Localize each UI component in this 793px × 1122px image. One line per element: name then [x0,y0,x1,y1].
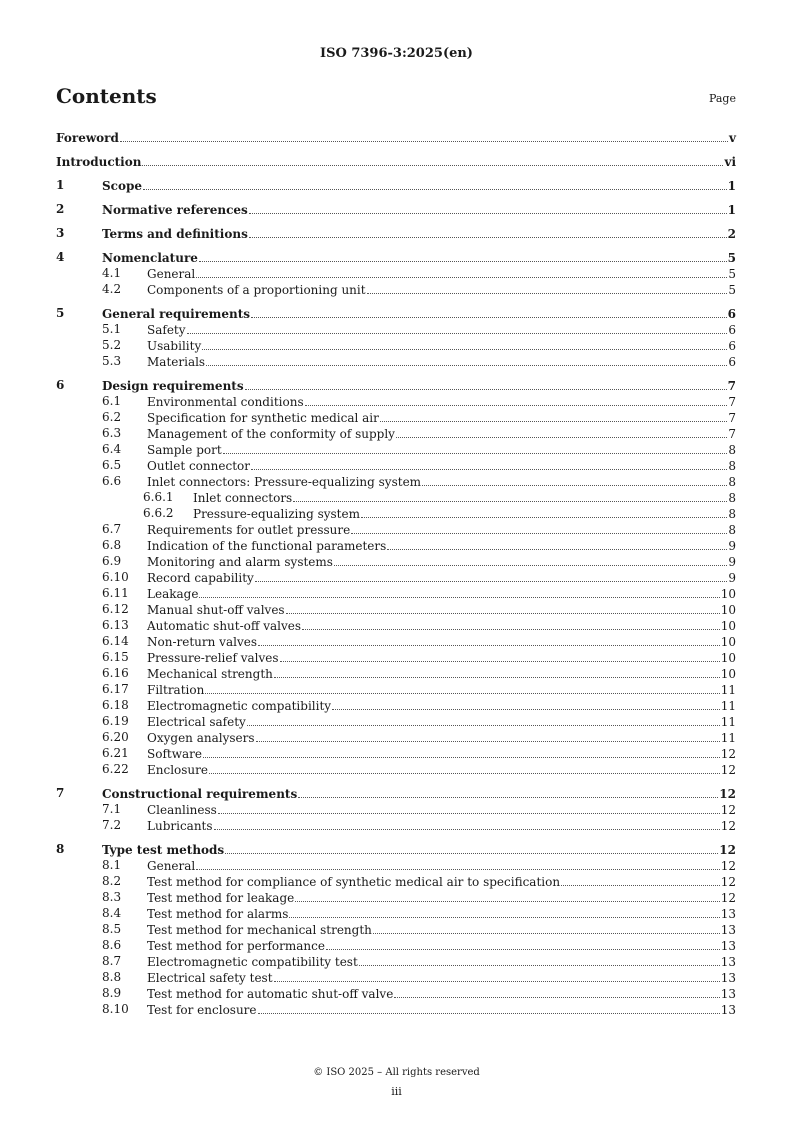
dot-leader [202,338,727,350]
toc-entry[interactable] [56,874,736,889]
toc-entry-page: 6 [728,323,736,337]
toc-entry-title: Manual shut-off valves [147,603,285,617]
dot-leader [280,650,720,662]
page-column-label: Page [708,92,736,105]
dot-leader [196,858,719,870]
toc-entry-page: 8 [728,491,736,505]
toc-entry-number: 8.6 [102,938,122,952]
toc-entry-title: Non-return valves [147,635,257,649]
toc-entry[interactable] [56,858,736,873]
dot-leader [298,786,718,798]
toc-entry-page: 13 [720,923,736,937]
toc-entry-page: 5 [728,267,736,281]
toc-entry-number: 6.15 [102,650,129,664]
toc-entry[interactable] [56,970,736,985]
toc-entry-title: Requirements for outlet pressure [147,523,351,537]
toc-entry-title: Test method for automatic shut-off valve [147,987,394,1001]
dot-leader [218,802,720,814]
toc-entry-number: 8.3 [102,890,122,904]
dot-leader [203,746,720,758]
dot-leader [351,522,727,534]
toc-entry[interactable] [56,714,736,729]
toc-entry-page: 10 [720,651,736,665]
dot-leader [295,890,719,902]
toc-entry-page: 12 [720,763,736,777]
toc-entry-page: 7 [728,411,736,425]
toc-entry-title: Scope [102,179,143,193]
toc-entry-title: Filtration [147,683,205,697]
toc-entry-page: 10 [720,603,736,617]
toc-entry-title: Test method for leakage [147,891,295,905]
toc-entry[interactable] [56,442,736,457]
toc-entry-page: 1 [727,179,736,193]
toc-entry-page: 12 [720,803,736,817]
toc-entry-number: 6.3 [102,426,122,440]
dot-leader [293,490,727,502]
toc-entry-number: 7 [56,786,65,800]
dot-leader [256,730,720,742]
dot-leader [251,458,727,470]
toc-entry[interactable] [56,154,736,169]
toc-entry-number: 5.2 [102,338,122,352]
toc-entry-page: 10 [720,619,736,633]
contents-title: Contents [56,84,157,108]
toc-entry[interactable] [56,906,736,921]
toc-entry-title: Sample port [147,443,222,457]
toc-entry-number: 8.1 [102,858,122,872]
toc-entry-page: 11 [720,683,736,697]
dot-leader [359,954,720,966]
dot-leader [142,154,723,166]
toc-entry[interactable] [56,698,736,713]
dot-leader [245,378,727,390]
toc-entry-number: 6.11 [102,586,129,600]
toc-entry-number: 6.12 [102,602,129,616]
toc-entry[interactable] [56,226,736,241]
toc-entry-page: 8 [728,523,736,537]
toc-entry-page: 8 [728,443,736,457]
toc-entry-title: Monitoring and alarm systems [147,555,333,569]
toc-entry-page: 13 [720,971,736,985]
toc-entry-title: Test method for mechanical strength [147,923,372,937]
toc-entry[interactable] [56,650,736,665]
toc-entry-number: 4.1 [102,266,122,280]
toc-entry-number: 6.10 [102,570,129,584]
toc-entry-title: Test method for compliance of synthetic medical air to specification [147,875,561,889]
copyright-notice: © ISO 2025 – All rights reserved [313,1067,480,1078]
dot-leader [387,538,727,550]
toc-entry-title: Oxygen analysers [147,731,255,745]
toc-entry-title: Mechanical strength [147,667,273,681]
dot-leader [206,354,727,366]
dot-leader [214,818,720,830]
toc-entry-page: 7 [728,395,736,409]
toc-entry-title: Nomenclature [102,251,198,265]
dot-leader [120,130,728,142]
toc-entry-page: 13 [720,955,736,969]
toc-entry-page: 11 [720,715,736,729]
toc-entry[interactable] [56,1002,736,1017]
toc-entry-page: 11 [720,699,736,713]
toc-entry-title: Constructional requirements [102,787,298,801]
dot-leader [380,410,728,422]
toc-entry-page: 12 [720,859,736,873]
toc-entry-title: Specification for synthetic medical air [147,411,379,425]
toc-entry-page: 9 [728,571,736,585]
toc-entry[interactable] [56,130,736,145]
dot-leader [225,842,718,854]
toc-entry[interactable] [56,506,736,521]
dot-leader [251,306,727,318]
toc-entry[interactable] [56,266,736,281]
toc-entry-page: 9 [728,539,736,553]
toc-entry[interactable] [56,954,736,969]
toc-entry[interactable] [56,202,736,217]
toc-entry[interactable] [56,522,736,537]
toc-entry-page: 13 [720,939,736,953]
toc-entry-page: 13 [720,987,736,1001]
dot-leader [209,762,720,774]
dot-leader [249,202,727,214]
toc-entry-number: 6 [56,378,65,392]
toc-entry-page: 12 [720,819,736,833]
toc-entry-number: 6.22 [102,762,129,776]
toc-entry-number: 6.17 [102,682,129,696]
toc-entry-title: Safety [147,323,186,337]
toc-entry-page: 6 [727,307,736,321]
toc-entry-title: Test method for performance [147,939,325,953]
toc-entry-page: 12 [719,843,736,857]
toc-entry[interactable] [56,178,736,193]
dot-leader [258,1002,720,1014]
toc-entry-number: 6.6.1 [143,490,174,504]
toc-entry-page: 8 [728,459,736,473]
toc-entry-title: Electromagnetic compatibility test [147,955,358,969]
dot-leader [196,266,727,278]
toc-entry[interactable] [56,474,736,489]
toc-entry[interactable] [56,250,736,265]
toc-entry-page: 13 [720,1003,736,1017]
toc-entry-page: 8 [728,475,736,489]
toc-entry[interactable] [56,786,736,801]
toc-entry-number: 6.13 [102,618,129,632]
dot-leader [373,922,720,934]
toc-entry-page: 11 [720,731,736,745]
toc-entry[interactable] [56,762,736,777]
dot-leader [367,282,728,294]
toc-entry-title: Outlet connector [147,459,250,473]
toc-entry-title: Terms and definitions [102,227,248,241]
toc-entry-title: Components of a proportioning unit [147,283,366,297]
dot-leader [361,506,727,518]
toc-entry-title: Materials [147,355,206,369]
toc-entry-page: 12 [720,875,736,889]
toc-entry-number: 5.1 [102,322,122,336]
toc-entry-number: 6.8 [102,538,122,552]
dot-leader [255,570,728,582]
toc-entry-number: 6.1 [102,394,122,408]
dot-leader [199,586,719,598]
toc-entry-title: Foreword [56,131,119,145]
toc-entry-title: Type test methods [102,843,225,857]
toc-entry-page: 1 [727,203,736,217]
toc-entry-page: 9 [728,555,736,569]
dot-leader [247,714,720,726]
toc-entry-number: 8.5 [102,922,122,936]
toc-entry-number: 4 [56,250,65,264]
toc-entry-number: 8.10 [102,1002,129,1016]
toc-entry[interactable] [56,842,736,857]
toc-entry-number: 6.20 [102,730,129,744]
toc-entry-number: 8.9 [102,986,122,1000]
toc-entry-number: 5 [56,306,65,320]
toc-entry-page: 7 [727,379,736,393]
dot-leader [199,250,727,262]
toc-entry-title: Test for enclosure [147,1003,257,1017]
toc-entry[interactable] [56,394,736,409]
dot-leader [223,442,728,454]
toc-entry-page: v [729,131,736,145]
toc-entry-number: 8.7 [102,954,122,968]
toc-entry-number: 8 [56,842,65,856]
toc-entry-title: Lubricants [147,819,213,833]
toc-entry-number: 2 [56,202,65,216]
toc-entry-page: 2 [727,227,736,241]
toc-entry-number: 7.2 [102,818,122,832]
toc-entry-title: Software [147,747,202,761]
toc-entry-number: 6.19 [102,714,129,728]
toc-entry[interactable] [56,618,736,633]
toc-entry-title: Usability [147,339,202,353]
toc-entry[interactable] [56,338,736,353]
toc-entry-page: 6 [728,339,736,353]
toc-entry[interactable] [56,554,736,569]
toc-entry-title: Electrical safety [147,715,246,729]
toc-entry-title: Enclosure [147,763,208,777]
toc-entry-number: 6.2 [102,410,122,424]
toc-entry-number: 8.2 [102,874,122,888]
toc-entry-number: 8.4 [102,906,122,920]
dot-leader [187,322,728,334]
dot-leader [274,666,720,678]
dot-leader [394,986,719,998]
toc-entry-number: 6.6 [102,474,122,488]
toc-entry-title: Inlet connectors [193,491,293,505]
toc-entry-number: 6.14 [102,634,129,648]
dot-leader [249,226,727,238]
toc-entry[interactable] [56,746,736,761]
toc-entry[interactable] [56,538,736,553]
toc-entry-page: 10 [720,667,736,681]
dot-leader [302,618,720,630]
toc-entry-number: 7.1 [102,802,122,816]
toc-entry[interactable] [56,818,736,833]
toc-entry-number: 6.6.2 [143,506,174,520]
toc-entry[interactable] [56,986,736,1001]
toc-entry[interactable] [56,354,736,369]
dot-leader [396,426,727,438]
toc-entry-title: General [147,859,196,873]
dot-leader [334,554,727,566]
toc-entry-page: 7 [728,427,736,441]
toc-entry-title: Electromagnetic compatibility [147,699,332,713]
toc-entry-page: 13 [720,907,736,921]
toc-entry[interactable] [56,730,736,745]
toc-entry[interactable] [56,322,736,337]
toc-entry-title: Record capability [147,571,254,585]
document-id-header: ISO 7396-3:2025(en) [320,46,473,61]
toc-entry[interactable] [56,802,736,817]
dot-leader [305,394,728,406]
toc-entry[interactable] [56,378,736,393]
toc-entry-title: Environmental conditions [147,395,304,409]
toc-entry-number: 5.3 [102,354,122,368]
toc-entry-title: General requirements [102,307,251,321]
toc-entry[interactable] [56,282,736,297]
toc-entry-title: Pressure-relief valves [147,651,279,665]
toc-entry-number: 3 [56,226,65,240]
toc-entry-title: Design requirements [102,379,244,393]
toc-entry-title: Inlet connectors: Pressure-equalizing system [147,475,422,489]
toc-entry-title: Normative references [102,203,248,217]
dot-leader [332,698,720,710]
toc-entry-page: 8 [728,507,736,521]
toc-entry-number: 8.8 [102,970,122,984]
toc-entry[interactable] [56,890,736,905]
toc-entry-title: Indication of the functional parameters [147,539,387,553]
dot-leader [143,178,727,190]
toc-entry[interactable] [56,426,736,441]
toc-entry[interactable] [56,570,736,585]
dot-leader [326,938,720,950]
toc-entry-number: 4.2 [102,282,122,296]
toc-entry[interactable] [56,922,736,937]
toc-entry[interactable] [56,682,736,697]
toc-entry-page: 10 [720,635,736,649]
toc-entry-number: 6.16 [102,666,129,680]
toc-entry[interactable] [56,602,736,617]
toc-entry-title: Leakage [147,587,199,601]
dot-leader [561,874,720,886]
toc-entry-number: 6.18 [102,698,129,712]
toc-entry-page: 5 [728,283,736,297]
toc-entry-title: Automatic shut-off valves [147,619,302,633]
toc-entry-number: 6.21 [102,746,129,760]
toc-entry[interactable] [56,410,736,425]
toc-entry-title: Cleanliness [147,803,217,817]
dot-leader [258,634,720,646]
toc-entry[interactable] [56,490,736,505]
toc-entry-title: Management of the conformity of supply [147,427,395,441]
toc-entry-number: 6.9 [102,554,122,568]
toc-entry-page: 6 [728,355,736,369]
toc-entry[interactable] [56,666,736,681]
dot-leader [286,602,720,614]
toc-entry-number: 6.7 [102,522,122,536]
toc-entry-page: 10 [720,587,736,601]
page-number: iii [391,1085,402,1098]
dot-leader [422,474,727,486]
toc-entry-number: 6.4 [102,442,122,456]
toc-entry[interactable] [56,634,736,649]
toc-entry-page: 12 [719,787,736,801]
toc-entry-title: Introduction [56,155,142,169]
toc-entry[interactable] [56,938,736,953]
toc-entry-title: Test method for alarms [147,907,289,921]
dot-leader [289,906,719,918]
toc-entry[interactable] [56,306,736,321]
toc-entry-page: 5 [727,251,736,265]
toc-entry-title: General [147,267,196,281]
toc-entry-page: vi [724,155,736,169]
toc-entry-title: Electrical safety test [147,971,273,985]
toc-entry[interactable] [56,458,736,473]
dot-leader [274,970,720,982]
toc-entry-number: 6.5 [102,458,122,472]
dot-leader [205,682,719,694]
toc-entry-page: 12 [720,747,736,761]
toc-entry-title: Pressure-equalizing system [193,507,360,521]
toc-entry-page: 12 [720,891,736,905]
toc-entry-number: 1 [56,178,65,192]
toc-entry[interactable] [56,586,736,601]
